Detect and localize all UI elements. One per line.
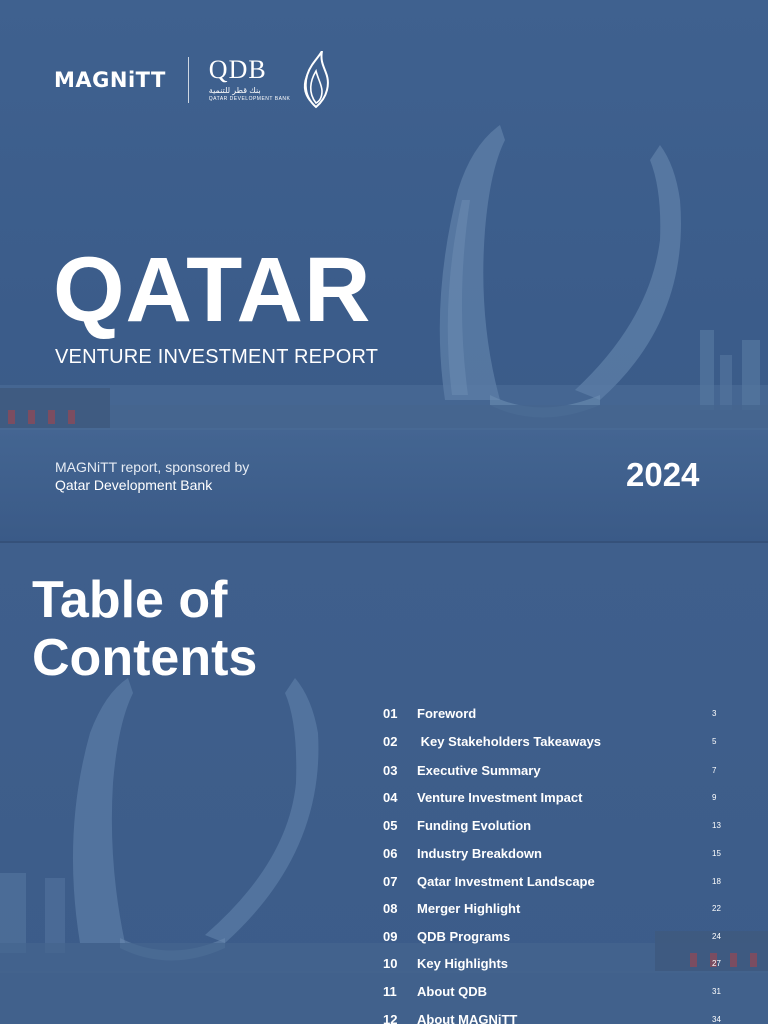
toc-item-number: 03: [383, 763, 398, 778]
table-of-contents-page: [0, 543, 768, 1024]
toc-item-number: 01: [383, 706, 398, 721]
toc-item-label: Foreword: [417, 706, 477, 721]
toc-item-page: 31: [712, 987, 721, 996]
toc-item-page: 3: [712, 709, 717, 718]
toc-heading-line: Contents: [32, 629, 258, 687]
toc-item-label: Venture Investment Impact: [417, 790, 583, 805]
toc-item-label: Key Highlights: [417, 956, 509, 971]
toc-item-page: 7: [712, 766, 717, 775]
qdb-logo-text: QDB: [208, 55, 267, 84]
toc-item-label: Funding Evolution: [417, 818, 532, 833]
toc-item-label: Executive Summary: [417, 763, 541, 778]
toc-item-page: 5: [712, 737, 717, 746]
sponsor-name: Qatar Development Bank: [55, 477, 213, 493]
toc-item[interactable]: [383, 818, 723, 840]
cover-subtitle: VENTURE INVESTMENT REPORT: [55, 346, 379, 368]
toc-item[interactable]: [383, 984, 723, 1006]
toc-item[interactable]: [383, 790, 723, 812]
toc-item-number: 02: [383, 734, 398, 749]
toc-item-label: About QDB: [417, 984, 488, 999]
toc-item-label: Key Stakeholders Takeaways: [417, 734, 602, 749]
magnitt-logo: MAGNiTT: [54, 68, 166, 92]
cover-title: QATAR: [53, 239, 372, 341]
toc-heading-line: Table of: [32, 571, 228, 629]
toc-item-label: About MAGNiTT: [417, 1012, 518, 1024]
logo-row: [54, 56, 334, 104]
toc-item-number: 06: [383, 846, 398, 861]
toc-item-page: 15: [712, 849, 721, 858]
report-year: 2024: [626, 456, 700, 493]
sponsor-line: MAGNiTT report, sponsored by: [55, 459, 250, 475]
toc-item-page: 34: [712, 1015, 721, 1024]
toc-item-page: 9: [712, 793, 717, 802]
toc-item[interactable]: [383, 846, 723, 868]
logo-divider: [188, 57, 189, 103]
toc-item-page: 13: [712, 821, 721, 830]
toc-item-number: 07: [383, 874, 398, 889]
toc-item-number: 10: [383, 956, 398, 971]
toc-item-number: 08: [383, 901, 398, 916]
toc-heading: [32, 571, 257, 687]
toc-item[interactable]: [383, 706, 723, 728]
toc-item-number: 12: [383, 1012, 398, 1024]
toc-item-label: Qatar Investment Landscape: [417, 874, 595, 889]
toc-item-page: 22: [712, 904, 721, 913]
toc-item[interactable]: [383, 956, 723, 978]
toc-item-label: Industry Breakdown: [417, 846, 542, 861]
toc-item-number: 05: [383, 818, 398, 833]
qdb-arabic-name: بنك قطر للتنمية: [208, 86, 261, 95]
toc-item-page: 18: [712, 877, 721, 886]
toc-item-number: 09: [383, 929, 398, 944]
qdb-flame-icon: [298, 51, 334, 109]
toc-item-number: 04: [383, 790, 398, 805]
toc-item[interactable]: [383, 763, 723, 785]
toc-item-page: 27: [712, 959, 721, 968]
qdb-english-name: QATAR DEVELOPMENT BANK: [208, 96, 291, 102]
toc-item-label: Merger Highlight: [417, 901, 521, 916]
toc-item-page: 24: [712, 932, 721, 941]
toc-item-number: 11: [383, 984, 397, 999]
toc-item[interactable]: [383, 1012, 723, 1024]
toc-item[interactable]: [383, 874, 723, 896]
toc-item[interactable]: [383, 929, 723, 951]
qdb-logo: [209, 57, 291, 103]
toc-item[interactable]: [383, 734, 723, 756]
toc-item-label: QDB Programs: [417, 929, 511, 944]
toc-item[interactable]: [383, 901, 723, 923]
